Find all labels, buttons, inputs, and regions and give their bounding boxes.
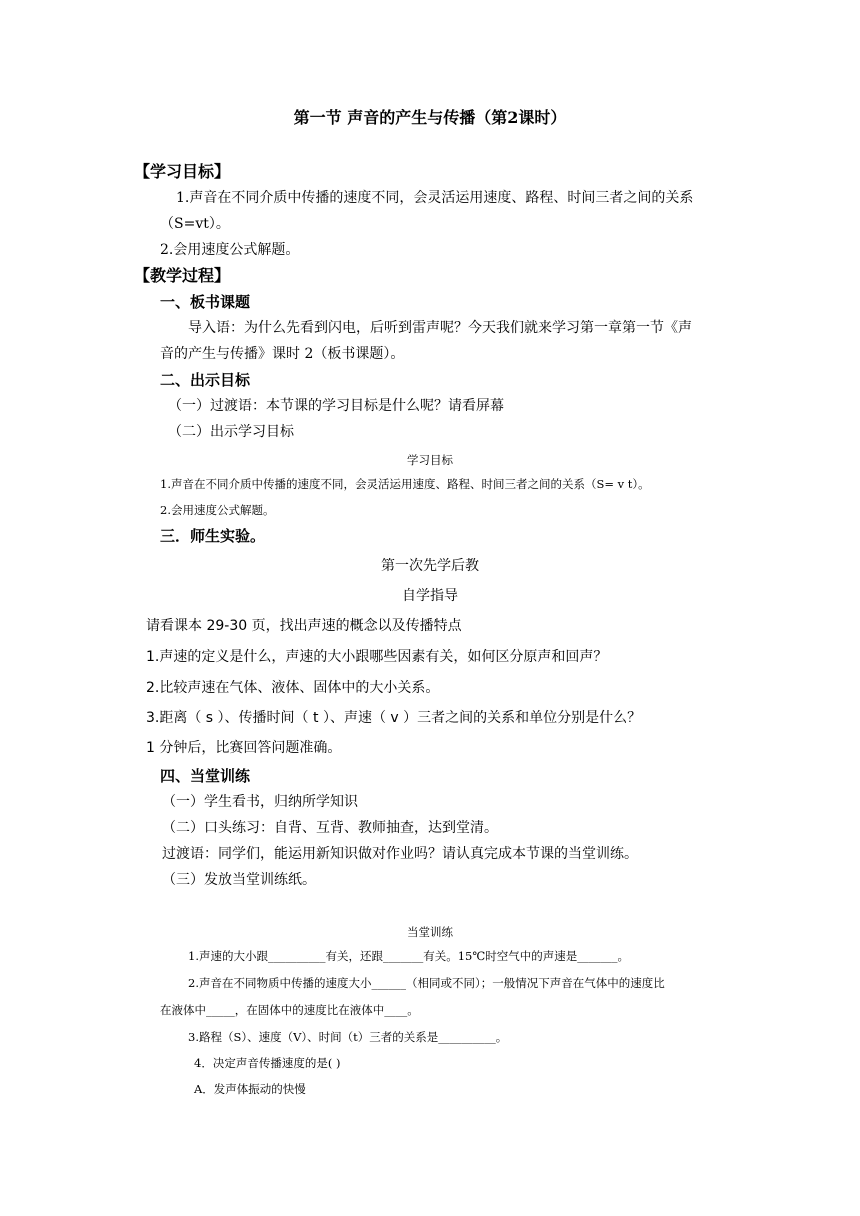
objective-item-1-cont: （S=vt）。 [160,216,230,232]
process-heading: 【教学过程】 [134,266,231,285]
guide-question-3: 3.距离（ s ）、传播时间（ t ）、声速（ v ）三者之间的关系和单位分别是什么？ [146,710,642,726]
exercise-question-4-option-a: A．发声体振动的快慢 [194,1082,306,1096]
exercise-question-2: 2.声音在不同物质中传播的速度大小______（相同或不同）；一般情况下声音在气体中的速度比 [188,976,665,990]
goal-box-item-1: 1.声音在不同介质中传播的速度不同，会灵活运用速度、路程、时间三者之间的关系（S= v t）。 [160,477,650,491]
guide-question-1: 1.声速的定义是什么，声速的大小跟哪些因素有关，如何区分原声和回声？ [146,649,608,665]
section-4-item-a: （一）学生看书，归纳所学知识 [162,794,358,810]
section-2-item-b: （二）出示学习目标 [168,424,294,440]
section-1-title: 一、板书课题 [160,293,251,311]
objectives-heading: 【学习目标】 [134,162,231,181]
guide-question-2: 2.比较声速在气体、液体、固体中的大小关系。 [146,680,440,696]
document-title: 第一节 声音的产生与传播（第2课时） [293,108,567,127]
section-4-title: 四、当堂训练 [160,767,251,785]
objective-item-1: 1.声音在不同介质中传播的速度不同，会灵活运用速度、路程、时间三者之间的关系 [176,190,694,206]
exercise-question-4: 4．决定声音传播速度的是( ) [194,1056,341,1070]
exercise-title: 当堂训练 [407,925,453,939]
guide-intro: 请看课本 29-30 页，找出声速的概念以及传播特点 [146,618,462,634]
section-1-text: 导入语：为什么先看到闪电，后听到雷声呢？今天我们就来学习第一章第一节《声 [188,320,692,336]
guide-note: 1 分钟后，比赛回答问题准确。 [146,740,342,756]
self-study-heading: 自学指导 [402,588,458,604]
section-4-transition: 过渡语：同学们，能运用新知识做对作业吗？请认真完成本节课的当堂训练。 [162,846,638,862]
first-round-heading: 第一次先学后教 [381,558,479,574]
exercise-question-2-cont: 在液体中_____，在固体中的速度比在液体中____。 [160,1003,419,1017]
objective-item-2: 2.会用速度公式解题。 [160,242,300,258]
goal-box-item-2: 2.会用速度公式解题。 [160,503,275,517]
section-1-text-cont: 音的产生与传播》课时 2（板书课题）。 [160,346,405,362]
section-4-item-c: （三）发放当堂训练纸。 [162,872,316,888]
section-3-title: 三．师生实验。 [160,527,266,545]
section-4-item-b: （二）口头练习：自背、互背、教师抽查，达到堂清。 [162,820,498,836]
exercise-question-1: 1.声速的大小跟__________有关，还跟_______有关。15℃时空气中的声速是_______。 [188,949,629,963]
section-2-title: 二、出示目标 [160,371,251,389]
exercise-question-3: 3.路程（S）、速度（V）、时间（t）三者的关系是__________。 [188,1030,508,1044]
section-2-item-a: （一）过渡语：本节课的学习目标是什么呢？请看屏幕 [168,398,504,414]
goal-box-title: 学习目标 [407,453,453,467]
